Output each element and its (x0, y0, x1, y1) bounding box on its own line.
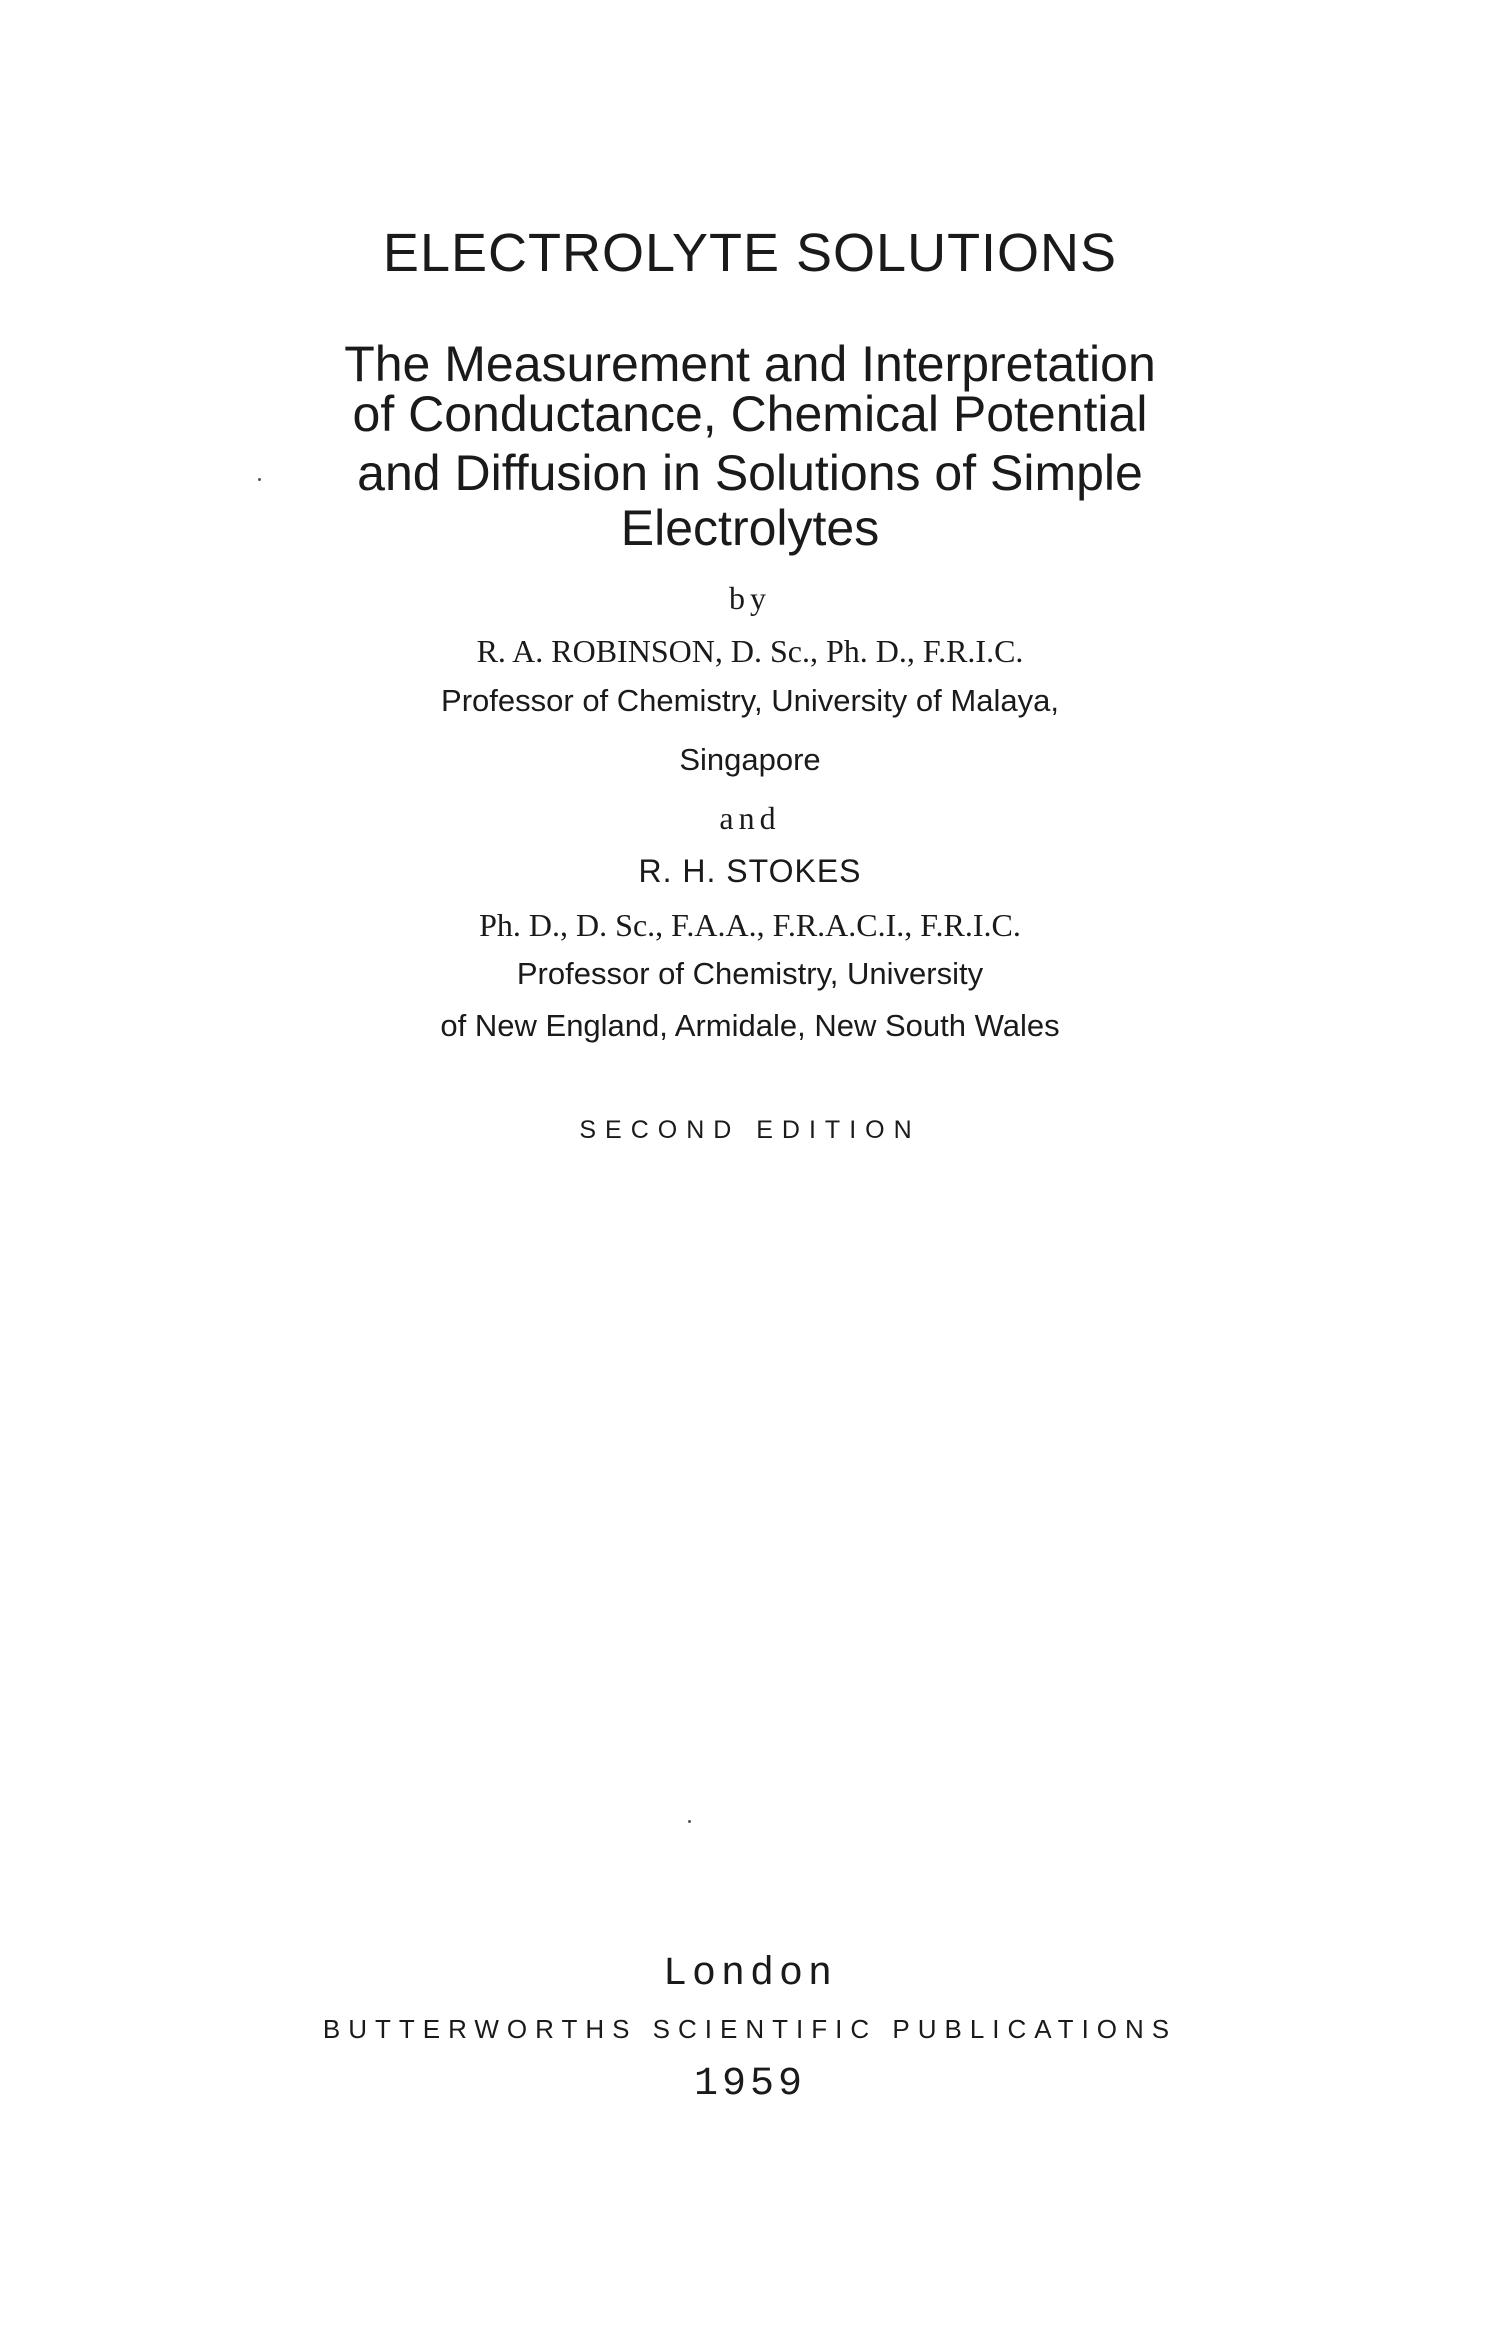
subtitle-line-4: Electrolytes (620, 500, 880, 556)
print-speck (688, 1820, 691, 1823)
print-speck (258, 478, 261, 481)
author1-affiliation-line2: Singapore (679, 742, 821, 777)
imprint-city: London (662, 1952, 838, 1997)
author1-affiliation-line1: Professor of Chemistry, University of Malaya, (441, 683, 1059, 718)
author2-affiliation-line1: Professor of Chemistry, University (516, 956, 984, 991)
author2-name: R. H. STOKES (638, 853, 862, 889)
subtitle-line-3: and Diffusion in Solutions of Simple (357, 445, 1143, 501)
subtitle-line-1: The Measurement and Interpretation (344, 336, 1156, 392)
edition-label: SECOND EDITION (579, 1116, 921, 1144)
imprint-year: 1959 (693, 2062, 806, 2107)
author2-affiliation-line2: of New England, Armidale, New South Wales (440, 1008, 1060, 1043)
author2-degrees: Ph. D., D. Sc., F.A.A., F.R.A.C.I., F.R.I.C. (479, 907, 1021, 943)
author1-name: R. A. ROBINSON, D. Sc., Ph. D., F.R.I.C. (476, 633, 1024, 669)
imprint-publisher: BUTTERWORTHS SCIENTIFIC PUBLICATIONS (322, 2014, 1178, 2044)
by-label: by (729, 580, 771, 616)
subtitle-line-2: of Conductance, Chemical Potential (352, 386, 1148, 442)
and-label: and (719, 800, 781, 836)
book-title: ELECTROLYTE SOLUTIONS (382, 223, 1118, 283)
